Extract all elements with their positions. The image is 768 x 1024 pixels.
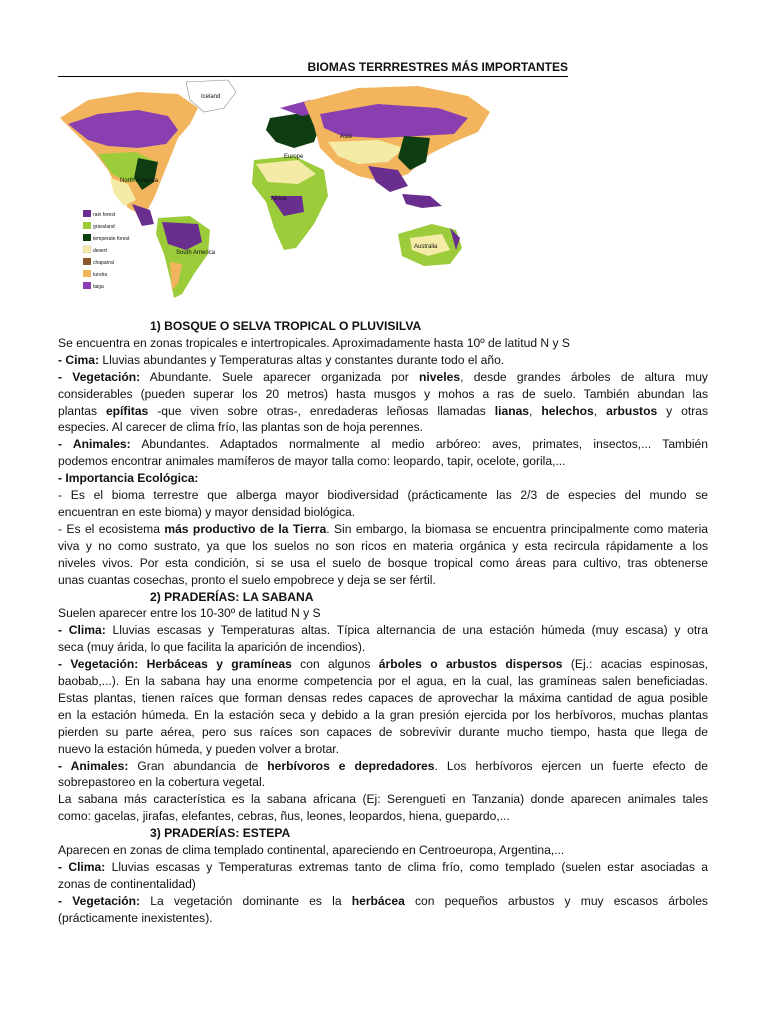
term-label: - Vegetación: Herbáceas y gramíneas bbox=[58, 657, 292, 672]
text-span: . Sin embargo, la biomasa se encuentra principalmente como materia bbox=[326, 521, 708, 536]
paragraph-line: como: gacelas, jirafas, elefantes, cebras, ñus, leones, leopardos, hiena, guepardo,... bbox=[58, 809, 510, 824]
paragraph-line: viva y no como sustrato, ya que los suelos no son ricos en materia orgánica y esta recircula rápidamente a los bbox=[58, 538, 708, 553]
bold-term: más productivo de la Tierra bbox=[164, 521, 327, 536]
legend-swatch-desert bbox=[83, 246, 91, 253]
text-span: Lluvias escasas y Temperaturas altas. Típica alternancia de una estación húmeda (muy escasa) y otra bbox=[105, 623, 708, 638]
text-span: plantas bbox=[58, 403, 106, 418]
text-span: Abundantes. Adaptados normalmente al medio arbóreo: aves, primates, insectos,... También bbox=[130, 437, 708, 452]
bold-term: lianas bbox=[494, 403, 530, 418]
bold-term: helechos bbox=[541, 403, 594, 418]
paragraph-line bbox=[58, 859, 708, 876]
biome-world-map bbox=[58, 78, 494, 300]
text-span: Lluvias escasas y Temperaturas extremas tanto de clima frío, como templado (suelen estar asociadas a bbox=[105, 860, 708, 874]
paragraph-line bbox=[58, 403, 708, 420]
paragraph-line bbox=[58, 369, 708, 386]
term-label: - Animales: bbox=[58, 437, 131, 452]
paragraph-line bbox=[58, 622, 708, 639]
legend-swatch-temperate-forest bbox=[83, 234, 91, 241]
map-label-south-america: South America bbox=[176, 250, 216, 256]
text-span: , desde grandes árboles de altura muy bbox=[460, 369, 708, 384]
bold-term: árboles o arbustos dispersos bbox=[378, 657, 563, 672]
paragraph-line: Estas plantas, tienen raíces que forman densas redes capaces de aprovechar la máxima cantidad de agua posible bbox=[58, 690, 708, 705]
term-label: - Clima: bbox=[58, 623, 106, 638]
paragraph-line: considerables (pueden superar los 20 metros) hasta musgos y mohos a ras de suelo. También abundan las bbox=[58, 386, 708, 401]
paragraph-line: unas cuantas cosechas, pronto el suelo empobrece y deja se ser fértil. bbox=[58, 572, 436, 587]
legend-swatch-tundra bbox=[83, 270, 91, 277]
paragraph-line: La sabana más característica es la sabana africana (Ej: Serengueti en Tanzania) donde aparecen animales tales bbox=[58, 792, 708, 807]
paragraph-line: Aparecen en zonas de clima templado continental, apareciendo en Centroeuropa, Argentina,... bbox=[58, 843, 565, 858]
map-label-iceland: Iceland bbox=[201, 94, 221, 100]
paragraph-line: (prácticamente inexistentes). bbox=[58, 910, 213, 925]
legend-swatch-grassland bbox=[83, 222, 91, 229]
paragraph-line: baobab,...). En la sabana hay una enorme competencia por el agua, en la cual, las gramíneas salen beneficiadas. bbox=[58, 674, 708, 689]
paragraph-line: especies. Al carecer de clima frío, las plantas son de hoja perennes. bbox=[58, 420, 424, 435]
paragraph-line: pierden su parte aérea, pero sus raíces son capaces de sobrevivir durante mucho tiempo, hasta que llega de bbox=[58, 724, 708, 739]
text-span: y otras bbox=[657, 403, 708, 418]
legend-label-tundra: tundra bbox=[93, 272, 108, 278]
text-span: con pequeños arbustos y muy escasos árboles bbox=[404, 893, 708, 908]
text-span: , bbox=[593, 403, 607, 418]
text-span: -que viven sobre otras-, enredaderas leñosas llamadas bbox=[148, 403, 495, 418]
text-span: (Ej.: acacias espinosas, bbox=[562, 657, 708, 672]
map-label-north-america: North America bbox=[120, 178, 159, 184]
paragraph-line: nuevo la estación húmeda, y pueden volver a brotar. bbox=[58, 741, 340, 756]
legend-label-chaparral: chaparral bbox=[93, 260, 114, 266]
term-label: - Cima: bbox=[58, 352, 99, 367]
legend-label-rain-forest: rain forest bbox=[93, 212, 116, 218]
paragraph-line bbox=[58, 521, 708, 538]
bold-term: herbívoros e depredadores bbox=[267, 758, 435, 773]
legend-swatch-rain-forest bbox=[83, 210, 91, 217]
legend-swatch-chaparral bbox=[83, 258, 91, 265]
bold-term: niveles bbox=[419, 369, 461, 384]
biome-map-graphic bbox=[58, 78, 494, 300]
paragraph-line bbox=[58, 352, 708, 369]
document-title: BIOMAS TERRRESTRES MÁS IMPORTANTES bbox=[58, 60, 568, 77]
text-span: , bbox=[529, 403, 542, 418]
text-span: con algunos bbox=[291, 657, 379, 672]
paragraph-line: seca (muy árida, lo que facilita la aparición de incendios). bbox=[58, 640, 366, 655]
paragraph-line: Se encuentra en zonas tropicales e intertropicales. Aproximadamente hasta 10º de latitud N y S bbox=[58, 335, 570, 350]
text-span: Lluvias abundantes y Temperaturas altas y constantes durante todo el año. bbox=[99, 352, 505, 367]
legend-label-taiga: taiga bbox=[93, 284, 104, 290]
paragraph-line: encuentran en este bioma) y mayor densidad biológica. bbox=[58, 504, 356, 519]
paragraph-line: Suelen aparecer entre los 10-30º de latitud N y S bbox=[58, 606, 321, 621]
map-label-africa: Africa bbox=[271, 196, 287, 202]
paragraph-line: en la estación húmeda. En la estación seca y debido a la gran presión ejercida por los herbívoros, muchas plantas bbox=[58, 707, 708, 722]
paragraph-line bbox=[58, 470, 708, 487]
bold-term: epífitas bbox=[105, 403, 149, 418]
term-label: - Importancia Ecológica: bbox=[58, 471, 199, 486]
paragraph-line: sobrepastoreo en la cobertura vegetal. bbox=[58, 775, 266, 790]
paragraph-line bbox=[58, 758, 708, 775]
legend-swatch-taiga bbox=[83, 282, 91, 289]
paragraph-line bbox=[58, 436, 708, 453]
text-span: - Es el ecosistema bbox=[58, 521, 165, 536]
paragraph-line bbox=[58, 656, 708, 673]
paragraph-line bbox=[58, 893, 708, 910]
term-label: - Animales: bbox=[58, 758, 129, 773]
section-heading-steppe: 3) PRADERÍAS: ESTEPA bbox=[150, 826, 291, 841]
bold-term: arbustos bbox=[606, 403, 658, 418]
paragraph-line: niveles vivos. Por esta condición, si se usa el suelo de bosque tropical como áreas para cultivo, tras obtenerse bbox=[58, 555, 708, 570]
legend-label-desert: desert bbox=[93, 248, 107, 254]
section-heading-tropical-forest: 1) BOSQUE O SELVA TROPICAL O PLUVISILVA bbox=[150, 319, 422, 333]
map-label-europe: Europe bbox=[284, 154, 304, 160]
text-span: Gran abundancia de bbox=[128, 758, 268, 773]
term-label: - Vegetación: bbox=[58, 369, 141, 384]
text-span: . Los herbívoros ejercen un fuerte efecto de bbox=[434, 758, 708, 773]
legend-label-temperate-forest: temperate forest bbox=[93, 236, 130, 242]
section-heading-savanna: 2) PRADERÍAS: LA SABANA bbox=[150, 589, 314, 604]
map-label-asia: Asia bbox=[340, 134, 352, 140]
text-span: La vegetación dominante es la bbox=[140, 893, 352, 908]
text-span: Abundante. Suele aparecer organizada por bbox=[140, 369, 420, 384]
paragraph-line: podemos encontrar animales mamíferos de mayor talla como: leopardo, tapir, ocelote, gorila,... bbox=[58, 454, 566, 469]
term-label: - Clima: bbox=[58, 860, 106, 874]
term-label: - Vegetación: bbox=[58, 893, 141, 908]
legend-label-grassland: grassland bbox=[93, 224, 115, 230]
paragraph-line: - Es el bioma terrestre que alberga mayor biodiversidad (prácticamente las 2/3 de especies del mundo se bbox=[58, 488, 708, 503]
map-label-australia: Australia bbox=[414, 244, 438, 250]
document-body bbox=[58, 318, 708, 927]
paragraph-line: zonas de continentalidad) bbox=[58, 876, 196, 891]
bold-term: herbácea bbox=[351, 893, 405, 908]
